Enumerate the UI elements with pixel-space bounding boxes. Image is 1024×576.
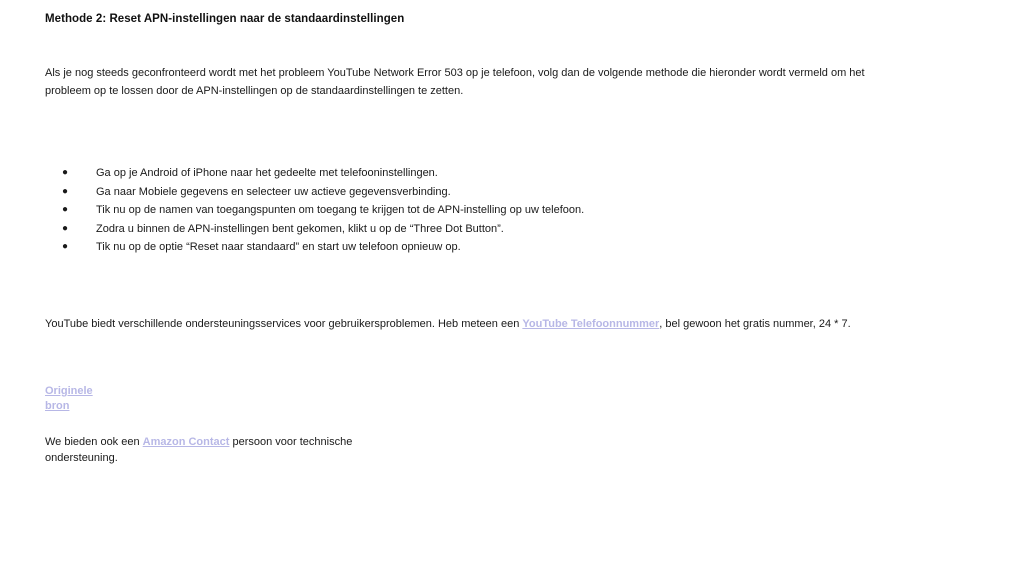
steps-list bbox=[45, 164, 584, 257]
list-item bbox=[45, 220, 584, 239]
list-item bbox=[45, 201, 584, 220]
step-text: Ga op je Android of iPhone naar het gedeelte met telefooninstellingen. bbox=[96, 167, 438, 179]
bullet-icon: ● bbox=[62, 222, 69, 234]
section-heading: Methode 2: Reset APN-instellingen naar de standaardinstellingen bbox=[45, 13, 405, 25]
list-item bbox=[45, 238, 584, 257]
step-text: Tik nu op de namen van toegangspunten om toegang te krijgen tot de APN-instelling op uw telefoon. bbox=[96, 204, 585, 216]
amazon-text-after: persoon voor technische ondersteuning. bbox=[45, 436, 353, 464]
list-item bbox=[45, 164, 584, 183]
step-text: Tik nu op de optie “Reset naar standaard” en start uw telefoon opnieuw op. bbox=[96, 241, 461, 253]
support-paragraph bbox=[45, 315, 865, 333]
list-item bbox=[45, 183, 584, 202]
bullet-icon: ● bbox=[62, 167, 69, 178]
original-source-link[interactable]: Originele bron bbox=[45, 385, 93, 412]
step-text: Zodra u binnen de APN-instellingen bent gekomen, klikt u op de “Three Dot Button”. bbox=[96, 222, 504, 235]
amazon-contact-link[interactable]: Amazon Contact bbox=[142, 436, 230, 448]
amazon-text-before: We bieden ook een bbox=[45, 436, 143, 448]
bullet-icon: ● bbox=[62, 185, 69, 197]
amazon-paragraph bbox=[45, 434, 405, 466]
step-text: Ga naar Mobiele gegevens en selecteer uw actieve gegevensverbinding. bbox=[96, 185, 451, 198]
intro-paragraph: Als je nog steeds geconfronteerd wordt met het probleem YouTube Network Error 503 op je telefoon, volg dan de volgende methode die hieronder wordt vermeld om het probleem op te lossen door de APN-instellingen op de standaardinstellingen te zetten. bbox=[45, 67, 865, 97]
support-text-before: YouTube biedt verschillende ondersteuningsservices voor gebruikersproblemen. Heb meteen een bbox=[45, 318, 523, 330]
bullet-icon: ● bbox=[62, 204, 69, 215]
youtube-phone-link[interactable]: YouTube Telefoonnummer bbox=[522, 318, 660, 330]
bullet-icon: ● bbox=[62, 241, 69, 252]
support-text-after: , bel gewoon het gratis nummer, 24 * 7. bbox=[659, 318, 851, 330]
